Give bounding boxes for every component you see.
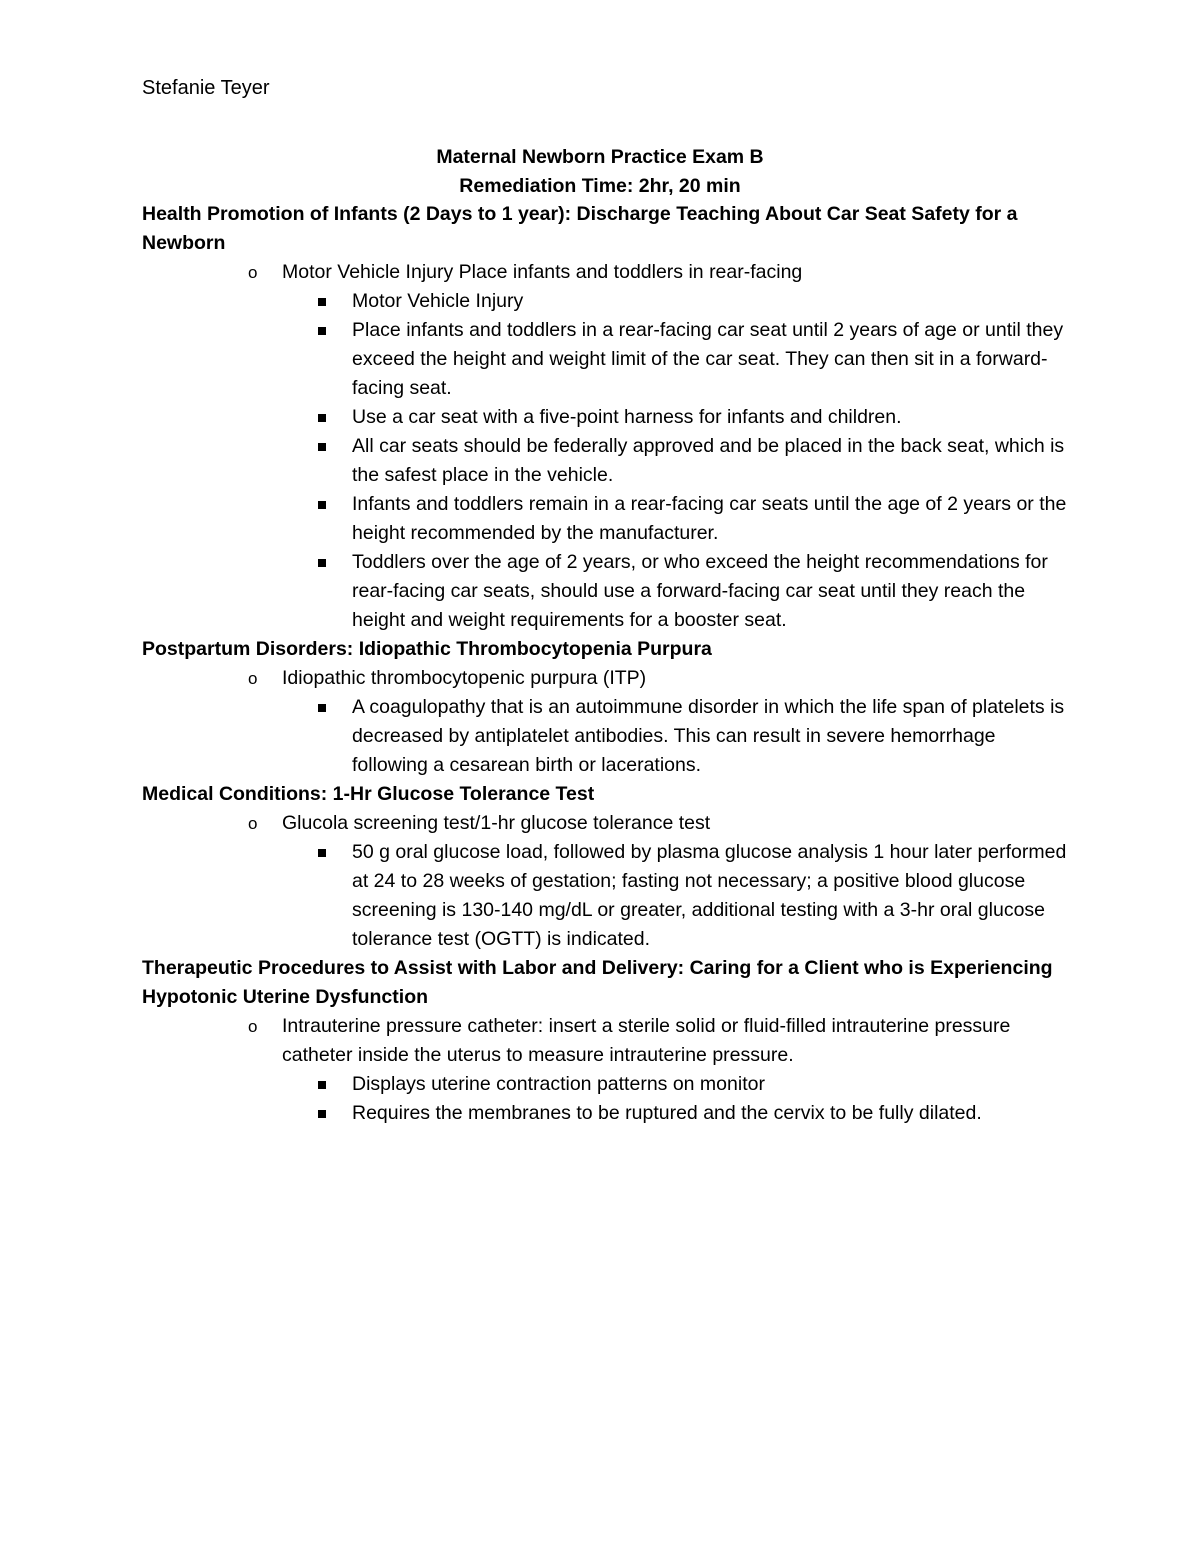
square-bullet-icon [318,704,326,712]
circle-bullet-icon: o [248,814,258,833]
remediation-time: Remediation Time: 2hr, 20 min [459,175,741,197]
bullet-item [142,693,1072,780]
bullet-item [142,287,1072,316]
bullet-text: Use a car seat with a five-point harness for infants and children. [352,406,902,428]
topic-item [142,258,1072,287]
bullet-item [142,316,1072,403]
bullet-item [142,1070,1072,1099]
square-bullet-icon [318,298,326,306]
section-heading: Health Promotion of Infants (2 Days to 1 year): Discharge Teaching About Car Seat Safety for a Newborn [142,203,1018,254]
title-block [142,143,1058,201]
bullet-text: Requires the membranes to be ruptured and the cervix to be fully dilated. [352,1102,982,1124]
bullet-item [142,838,1072,954]
square-bullet-icon [318,849,326,857]
bullet-item [142,403,1072,432]
bullet-text: All car seats should be federally approved and be placed in the back seat, which is the safest place in the vehicle. [352,435,1065,486]
bullet-text: A coagulopathy that is an autoimmune disorder in which the life span of platelets is decreased by antiplatelet antibodies. This can result in severe hemorrhage following a cesarean birth or lacerations. [352,696,1065,776]
bullet-text: Place infants and toddlers in a rear-facing car seat until 2 years of age or until they exceed the height and weight limit of the car seat. They can then sit in a forward-facing seat. [352,319,1064,399]
bullet-item [142,548,1072,635]
bullet-item [142,432,1072,490]
bullet-text: Infants and toddlers remain in a rear-facing car seats until the age of 2 years or the height recommended by the manufacturer. [352,493,1067,544]
bullet-item [142,490,1072,548]
section-heading: Medical Conditions: 1-Hr Glucose Tolerance Test [142,783,595,805]
circle-bullet-icon: o [248,1017,258,1036]
square-bullet-icon [318,443,326,451]
topic-item [142,1012,1072,1070]
topic-item [142,664,1072,693]
square-bullet-icon [318,414,326,422]
document-title: Maternal Newborn Practice Exam B [436,146,764,168]
topic-item [142,809,1072,838]
topic-text: Motor Vehicle Injury Place infants and toddlers in rear-facing [282,261,803,283]
section-itp [142,635,1072,780]
bullet-item [142,1099,1072,1128]
bullet-text: Toddlers over the age of 2 years, or who exceed the height recommendations for rear-facing car seats, should use a forward-facing car seat until they reach the height and weight requirements for a booster seat. [352,551,1048,631]
topic-text: Glucola screening test/1-hr glucose tolerance test [282,812,711,834]
author-name: Stefanie Teyer [142,77,270,99]
bullet-text: Displays uterine contraction patterns on monitor [352,1073,765,1095]
bullet-text: Motor Vehicle Injury [352,290,524,312]
topic-text: Intrauterine pressure catheter: insert a sterile solid or fluid-filled intrauterine pressure catheter inside the uterus to measure intrauterine pressure. [282,1015,1011,1066]
square-bullet-icon [318,1081,326,1089]
bullet-text: 50 g oral glucose load, followed by plasma glucose analysis 1 hour later performed at 24 to 28 weeks of gestation; fasting not necessary; a positive blood glucose screening is 130-140 mg/dL or greater, additional testing with a 3-hr oral glucose tolerance test (OGTT) is indicated. [352,841,1067,950]
square-bullet-icon [318,559,326,567]
circle-bullet-icon: o [248,669,258,688]
square-bullet-icon [318,327,326,335]
section-heading: Postpartum Disorders: Idiopathic Thrombocytopenia Purpura [142,638,712,660]
square-bullet-icon [318,1110,326,1118]
topic-text: Idiopathic thrombocytopenic purpura (ITP) [282,667,647,689]
section-heading: Therapeutic Procedures to Assist with Labor and Delivery: Caring for a Client who is Experiencing Hypotonic Uterine Dysfunction [142,957,1053,1008]
square-bullet-icon [318,501,326,509]
document-content [142,200,1072,1128]
section-glucose-test [142,780,1072,954]
circle-bullet-icon: o [248,263,258,282]
section-car-seat-safety [142,200,1072,635]
section-hypotonic-uterine-dysfunction [142,954,1072,1128]
